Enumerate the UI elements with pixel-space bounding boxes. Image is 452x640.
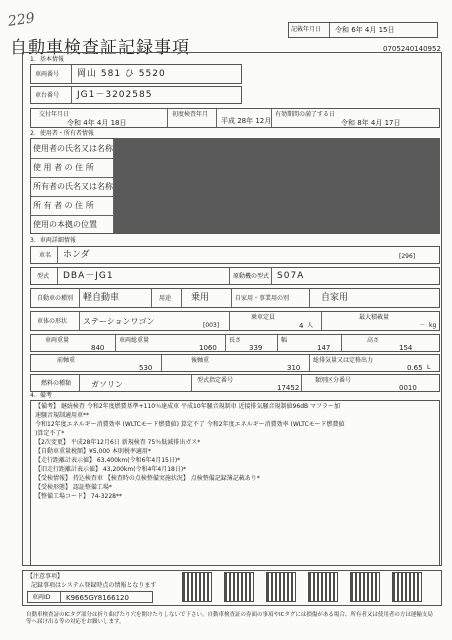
reg-value: 岡山 581 ひ 5520 — [77, 69, 166, 79]
body-row — [30, 311, 440, 331]
qr-code — [224, 572, 254, 602]
engine-label: 原動機の型式 — [233, 273, 270, 280]
remark-line: 【走行距離計表示値】 63,400km(令和6年4月15日)* — [35, 457, 181, 464]
maxload-value: － — [419, 322, 426, 329]
kind-value: 軽自動車 — [83, 293, 120, 303]
use-label: 用途 — [159, 295, 172, 302]
type-no-label: 型式指定番号 — [197, 377, 234, 384]
section1-header: 1．基本情報 — [30, 56, 64, 63]
width-value: 147 — [317, 344, 331, 352]
chassis-value: K9665GY8166120 — [66, 594, 129, 602]
remark-line: 【受検形態】 認証整備工場* — [35, 484, 112, 491]
front-label: 前軸重 — [57, 357, 76, 364]
expiry-value: 令和 8年 4月 17日 — [341, 119, 401, 127]
chassis-label: 車両ID — [32, 594, 51, 601]
length-value: 339 — [249, 344, 263, 352]
model-label: 型式 — [37, 273, 50, 280]
capacity-unit: 人 — [307, 322, 314, 329]
rear-value: 310 — [287, 364, 301, 372]
maker-label: 車名 — [39, 252, 52, 259]
model-row — [30, 267, 440, 285]
remark-line: 【受検情報】 持込検査車 【検査時の点検整備実施状況】 点検整備記録簿記載あり* — [35, 475, 260, 482]
axle-row — [30, 354, 440, 372]
owner-row-1: 使用者の氏名又は名称 — [33, 144, 113, 153]
date-box — [288, 22, 438, 38]
disp-unit: L — [427, 364, 431, 371]
engine-value: S07A — [277, 271, 305, 281]
kind-label: 自動車の種別 — [37, 295, 74, 302]
remark-line: 【旧走行距離計表示値】 43,200km(令和4年4月18日)* — [35, 466, 187, 473]
expiry-label: 有効期間の満了する日 — [275, 111, 336, 118]
class-value: 0010 — [399, 384, 417, 392]
owner-row-2: 使 用 者 の 住 所 — [33, 163, 94, 172]
qr-code — [350, 572, 380, 602]
remark-line: 【自動車重量税額】¥5,000 本則税率適用* — [35, 448, 151, 455]
qr-code — [266, 572, 296, 602]
class-label: 類別区分番号 — [315, 377, 352, 384]
maker-value: ホンダ — [63, 250, 90, 260]
owner-row-4: 所 有 者 の 住 所 — [33, 201, 94, 210]
capacity-value: 4 — [299, 322, 304, 330]
remark-line: 【備考】 継続検査 令和2年度燃費基準+110％達成車 平成10年騒音規制車 近接排気騒音規制値96dB マフラー加 — [35, 403, 341, 410]
handwritten-note: 229 — [7, 10, 36, 30]
remark-line: 令和12年度エネルギー消費効率 (WLTCモード燃費値) 算定不了 令和2年度エネルギー消費効率 (WLTCモード燃費値 — [35, 421, 345, 428]
weight-row — [30, 334, 440, 352]
disp-value: 0.65 — [407, 364, 423, 372]
notes-line: 記録事項はシステム登録時点の情報となります — [31, 582, 157, 589]
redaction-block — [114, 138, 440, 234]
maker-code: [296] — [399, 253, 416, 260]
issue-label: 交付年月日 — [39, 111, 70, 118]
width-label: 幅 — [281, 337, 288, 344]
dates-row — [30, 108, 440, 128]
length-label: 長さ — [229, 337, 242, 344]
weight-value: 840 — [91, 344, 105, 352]
reg-label: 車両番号 — [35, 71, 60, 78]
kind-row — [30, 288, 440, 308]
fuel-value: ガソリン — [91, 380, 123, 389]
footer-note: 自動車検査証のICタグ部分は折り曲げたり穴を開けたりしないで下さい。自動車検査証の券面の事項やICタグには損傷がある場合、所有者又は使用者の方は運輸支局等へ届け出る等の対応をお願いします。 — [26, 612, 433, 625]
vin-row — [30, 86, 242, 104]
first-label: 初度検査年月 — [172, 111, 209, 118]
date-label: 記載年月日 — [291, 26, 322, 33]
weight-label: 車両重量 — [45, 337, 70, 344]
remarks-box — [30, 400, 440, 566]
qr-code — [308, 572, 338, 602]
chassis-box — [27, 591, 153, 603]
issue-value: 令和 4年 4月 18日 — [67, 119, 127, 127]
fuel-row — [30, 374, 440, 392]
first-value: 平成 28年 12月 — [221, 117, 272, 125]
maxload-label: 最大積載量 — [359, 314, 390, 321]
body-value: ステーションワゴン — [83, 317, 155, 326]
model-value: DBA－JG1 — [63, 271, 114, 281]
remark-line: )算定不了* — [35, 430, 65, 437]
height-value: 154 — [399, 344, 413, 352]
body-code: [003] — [203, 322, 220, 329]
owner-row-5: 使用の本拠の位置 — [33, 220, 97, 229]
date-value: 令和 6年 4月 15日 — [335, 26, 395, 34]
reg-row — [30, 64, 242, 84]
private-label: 自家用・事業用の別 — [235, 295, 290, 302]
page-title: 自動車検査証記録事項 — [10, 38, 190, 58]
vin-label: 車台番号 — [35, 92, 60, 99]
section2-header: 2．使用者・所有者情報 — [30, 130, 94, 137]
remark-line: 【整備工場コード】 74-3228** — [35, 493, 122, 500]
disp-label: 総排気量又は定格出力 — [313, 357, 374, 364]
front-value: 530 — [139, 364, 153, 372]
use-value: 乗用 — [191, 293, 210, 303]
vin-value: JG1－3202585 — [77, 90, 153, 100]
capacity-label: 乗車定員 — [251, 314, 276, 321]
section3-header: 3．車両詳細情報 — [30, 237, 76, 244]
remark-line: 【2次変更】 平成28年12月6日 新規検査 75％低減排出ガス* — [35, 439, 201, 446]
qr-code — [182, 572, 212, 602]
rear-label: 後軸重 — [191, 357, 210, 364]
maxload-unit: kg — [429, 322, 437, 329]
height-label: 高さ — [367, 337, 380, 344]
private-value: 自家用 — [321, 293, 349, 303]
section4-header: 4．備考 — [30, 392, 52, 399]
doc-number: 0705240140952 — [383, 45, 441, 53]
fuel-label: 燃料の種類 — [41, 380, 72, 387]
notes-header: 【注意事項】 — [27, 573, 64, 580]
remark-line: 速騒音規制適用車** — [35, 412, 90, 419]
gross-label: 車両総重量 — [119, 337, 150, 344]
qr-code — [392, 572, 422, 602]
gross-value: 1060 — [199, 344, 217, 352]
type-no-value: 17452 — [277, 384, 300, 392]
owner-row-3: 所有者の氏名又は名称 — [33, 182, 113, 191]
body-label: 車体の形状 — [37, 318, 68, 325]
maker-row — [30, 246, 440, 264]
